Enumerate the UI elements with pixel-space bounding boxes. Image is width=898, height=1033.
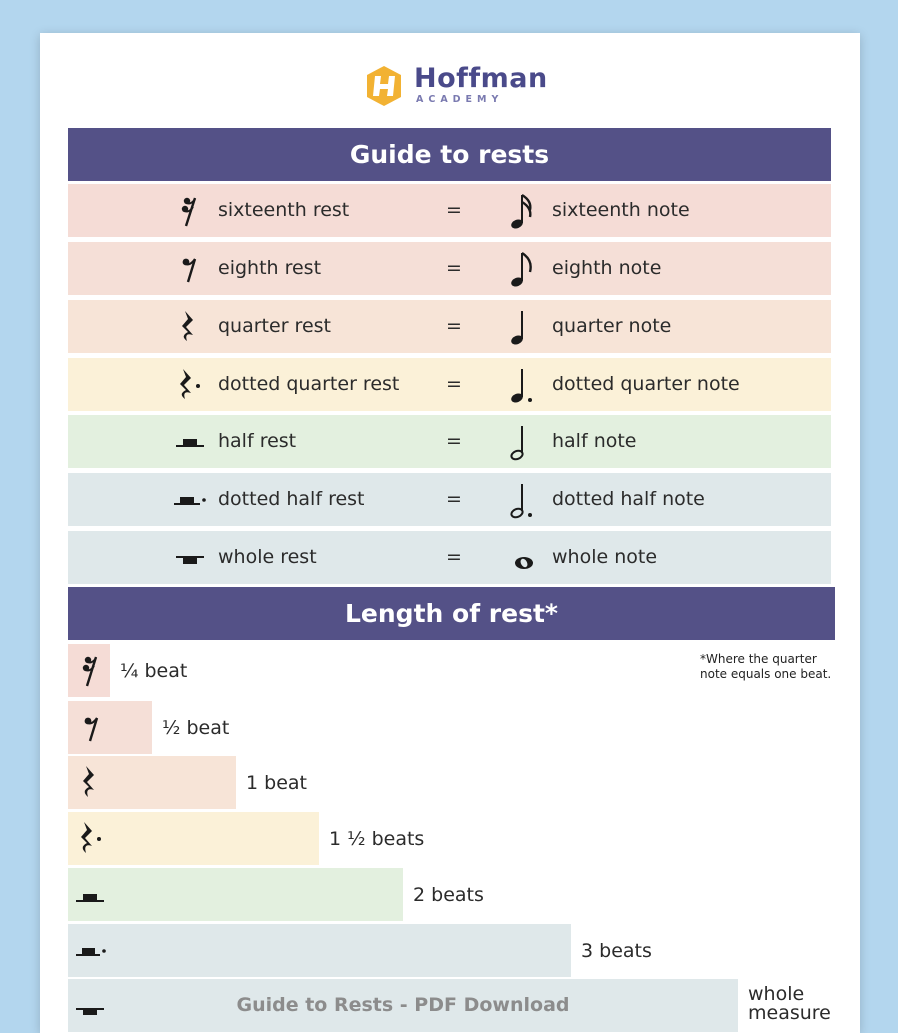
- length-title-band: Length of rest*: [68, 587, 835, 640]
- guide-row-dotted-half: [68, 473, 831, 526]
- length-bar-sixteenth: [68, 644, 110, 697]
- sixteenth-note-icon: [508, 190, 544, 232]
- dotted-quarter-rest-icon: [74, 818, 108, 858]
- equals-sign: =: [446, 488, 462, 510]
- half-note-icon: [508, 421, 544, 463]
- quarter-rest-icon: [170, 308, 210, 346]
- equals-sign: =: [446, 199, 462, 221]
- length-bar-eighth: [68, 701, 152, 754]
- equals-sign: =: [446, 315, 462, 337]
- equals-sign: =: [446, 546, 462, 568]
- note-label: dotted half note: [552, 488, 705, 510]
- dotted-half-note-icon: [508, 479, 544, 521]
- footnote: *Where the quarter note equals one beat.: [700, 652, 832, 681]
- length-label: whole measure: [748, 983, 831, 1024]
- rest-label: eighth rest: [218, 257, 322, 279]
- pdf-download-caption[interactable]: Guide to Rests - PDF Download: [236, 994, 570, 1016]
- quarter-rest-icon: [74, 762, 108, 802]
- hoffman-h-badge-icon: [364, 64, 404, 108]
- length-label: 1 beat: [246, 772, 307, 794]
- logo-subtitle: ACADEMY: [416, 94, 504, 105]
- dotted-quarter-rest-icon: [170, 366, 210, 404]
- note-label: sixteenth note: [552, 199, 690, 221]
- note-label: half note: [552, 430, 637, 452]
- half-rest-icon: [170, 423, 210, 461]
- rest-label: whole rest: [218, 546, 317, 568]
- length-bar-dotted-half: [68, 924, 571, 977]
- quarter-note-icon: [508, 306, 544, 348]
- length-bar-dotted-quarter: [68, 812, 319, 865]
- guide-row-eighth: [68, 242, 831, 295]
- length-label: ¼ beat: [120, 660, 188, 682]
- length-label: 2 beats: [413, 884, 484, 906]
- eighth-rest-icon: [170, 250, 210, 288]
- length-bar-half: [68, 868, 403, 921]
- whole-rest-icon: [170, 539, 210, 577]
- guide-row-quarter: [68, 300, 831, 353]
- length-label: ½ beat: [162, 717, 230, 739]
- equals-sign: =: [446, 257, 462, 279]
- sixteenth-rest-icon: [170, 192, 210, 230]
- eighth-rest-icon: [74, 707, 108, 747]
- guide-row-dotted-quarter: [68, 358, 831, 411]
- note-label: dotted quarter note: [552, 373, 740, 395]
- whole-note-icon: [508, 537, 544, 579]
- dotted-half-rest-icon: [170, 481, 210, 519]
- note-label: whole note: [552, 546, 658, 568]
- note-label: quarter note: [552, 315, 672, 337]
- length-label: 1 ½ beats: [329, 828, 425, 850]
- length-label: 3 beats: [581, 940, 652, 962]
- hoffman-academy-logo: [364, 62, 548, 112]
- rest-label: dotted quarter rest: [218, 373, 400, 395]
- logo-name: Hoffman: [414, 63, 548, 94]
- rest-label: sixteenth rest: [218, 199, 350, 221]
- note-label: eighth note: [552, 257, 662, 279]
- half-rest-icon: [74, 874, 108, 914]
- guide-row-whole: [68, 531, 831, 584]
- rest-label: dotted half rest: [218, 488, 365, 510]
- equals-sign: =: [446, 373, 462, 395]
- rest-label: half rest: [218, 430, 297, 452]
- guide-row-sixteenth: [68, 184, 831, 237]
- guide-row-half: [68, 415, 831, 468]
- dotted-quarter-note-icon: [508, 364, 544, 406]
- equals-sign: =: [446, 430, 462, 452]
- rest-label: quarter rest: [218, 315, 331, 337]
- guide-title-band: Guide to rests: [68, 128, 831, 181]
- dotted-half-rest-icon: [74, 930, 108, 970]
- length-bar-quarter: [68, 756, 236, 809]
- sixteenth-rest-icon: [74, 650, 108, 690]
- eighth-note-icon: [508, 248, 544, 290]
